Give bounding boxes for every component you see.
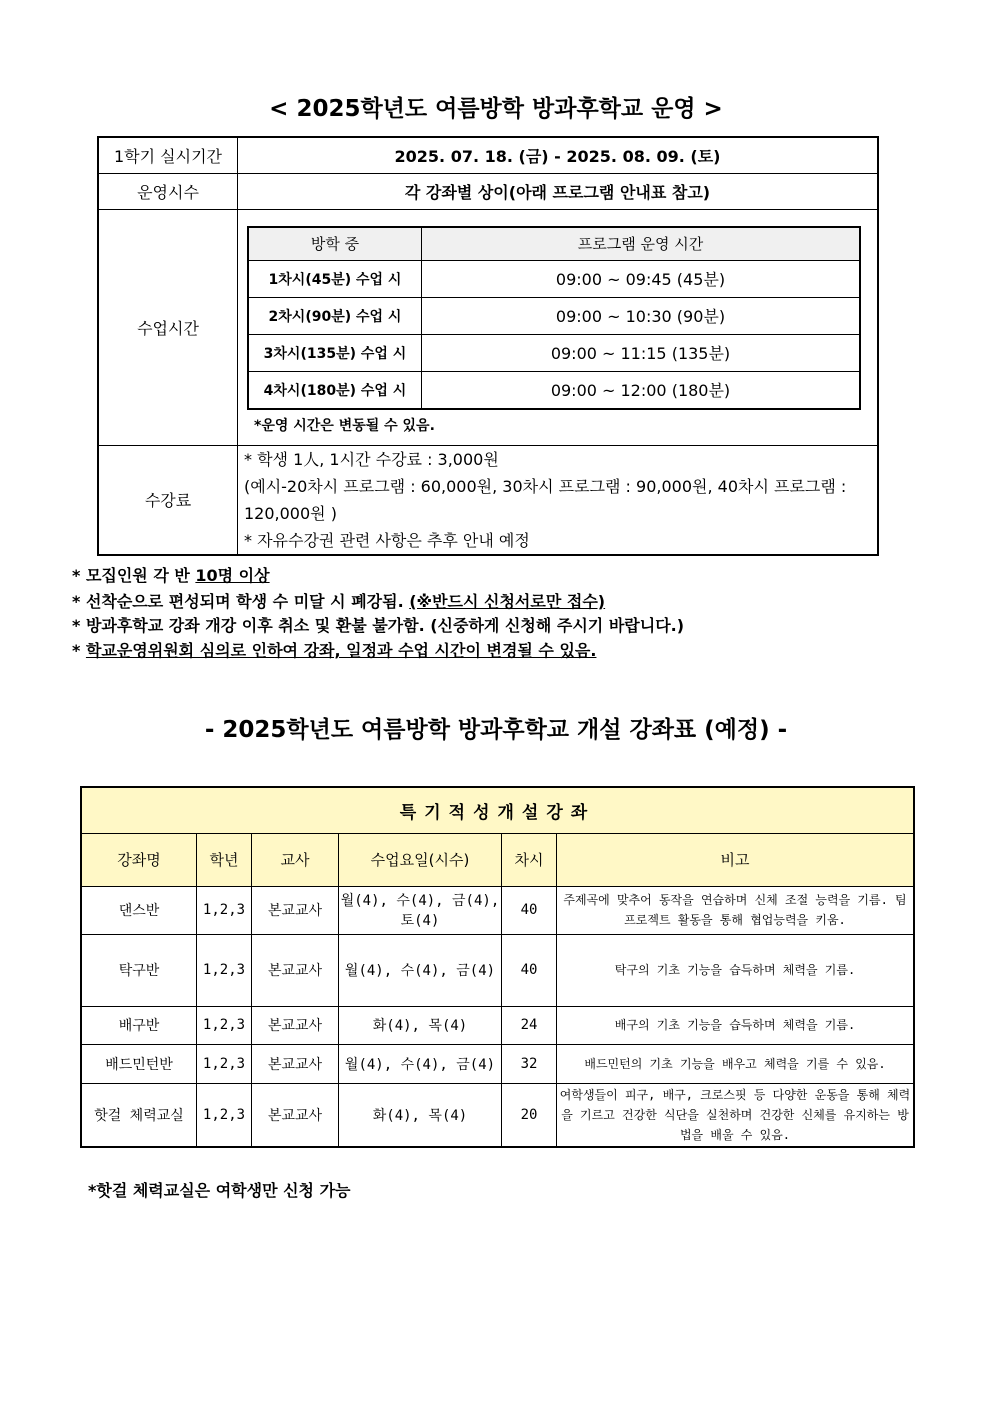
course-table <box>80 786 915 1148</box>
table-row <box>248 297 860 334</box>
course-days: 월(4), 수(4), 금(4) <box>339 1044 502 1083</box>
fee-line: * 자유수강권 관련 사항은 추후 안내 예정 <box>244 530 530 550</box>
course-teacher: 본교교사 <box>252 1044 339 1083</box>
course-name: 배구반 <box>81 1006 197 1044</box>
notice-2 <box>72 589 605 612</box>
course-days: 월(4), 수(4), 금(4) <box>339 934 502 1006</box>
session-label: 3차시(135분) 수업 시 <box>248 334 422 371</box>
class-time-cell <box>238 209 879 445</box>
time-header-vacation: 방학 중 <box>248 227 422 261</box>
hours-label: 운영시수 <box>98 173 238 209</box>
course-days: 화(4), 목(4) <box>339 1083 502 1147</box>
header-days: 수업요일(시수) <box>339 833 502 886</box>
notice-text: * <box>72 641 86 660</box>
course-teacher: 본교교사 <box>252 934 339 1006</box>
fee-line: * 학생 1人, 1시간 수강료 : 3,000원 <box>244 449 499 469</box>
course-name: 핫걸 체력교실 <box>81 1083 197 1147</box>
course-sessions: 20 <box>502 1083 557 1147</box>
notice-underline: (※반드시 신청서로만 접수) <box>409 592 606 611</box>
course-name: 댄스반 <box>81 886 197 934</box>
session-time: 09:00 ~ 12:00 (180분) <box>422 371 861 409</box>
session-label: 1차시(45분) 수업 시 <box>248 260 422 297</box>
table-row <box>81 1044 914 1083</box>
fee-line: (예시-20차시 프로그램 : 60,000원, 30차시 프로그램 : 90,000원, 40차시 프로그램 : 120,000원 ) <box>244 476 847 523</box>
header-grade: 학년 <box>197 833 252 886</box>
course-sessions: 32 <box>502 1044 557 1083</box>
operation-info-table <box>97 136 879 556</box>
notice-1 <box>72 563 270 586</box>
course-grade: 1,2,3 <box>197 934 252 1006</box>
course-teacher: 본교교사 <box>252 886 339 934</box>
class-time-table <box>247 226 861 410</box>
notice-4 <box>72 638 596 661</box>
notice-3: * 방과후학교 강좌 개강 이후 취소 및 환불 불가함. (신중하게 신청해 주시기 바랍니다.) <box>72 616 685 635</box>
course-grade: 1,2,3 <box>197 886 252 934</box>
table-row <box>81 886 914 934</box>
course-name: 배드민턴반 <box>81 1044 197 1083</box>
session-label: 2차시(90분) 수업 시 <box>248 297 422 334</box>
period-value: 2025. 07. 18. (금) - 2025. 08. 09. (토) <box>238 137 879 173</box>
session-time: 09:00 ~ 09:45 (45분) <box>422 260 861 297</box>
course-remarks: 배구의 기초 기능을 습득하며 체력을 기름. <box>557 1006 915 1044</box>
course-banner: 특기적성개설강좌 <box>81 787 914 833</box>
table-row <box>81 934 914 1006</box>
course-days: 화(4), 목(4) <box>339 1006 502 1044</box>
notice-text: * 모집인원 각 반 <box>72 566 196 585</box>
course-teacher: 본교교사 <box>252 1006 339 1044</box>
course-name: 탁구반 <box>81 934 197 1006</box>
notice-text: * 선착순으로 편성되며 학생 수 미달 시 폐강됨. <box>72 592 410 611</box>
time-header-program: 프로그램 운영 시간 <box>422 227 861 261</box>
session-time: 09:00 ~ 10:30 (90분) <box>422 297 861 334</box>
table-row <box>248 334 860 371</box>
course-remarks: 배드민턴의 기초 기능을 배우고 체력을 기를 수 있음. <box>557 1044 915 1083</box>
table-row <box>81 1083 914 1147</box>
fee-label: 수강료 <box>98 445 238 555</box>
course-grade: 1,2,3 <box>197 1083 252 1147</box>
class-time-label: 수업시간 <box>98 209 238 445</box>
session-label: 4차시(180분) 수업 시 <box>248 371 422 409</box>
course-remarks: 여학생들이 피구, 배구, 크로스핏 등 다양한 운동을 통해 체력을 기르고 건강한 식단을 실천하며 건강한 신체를 유지하는 방법을 배울 수 있음. <box>557 1083 915 1147</box>
course-sessions: 40 <box>502 934 557 1006</box>
session-time: 09:00 ~ 11:15 (135분) <box>422 334 861 371</box>
page-title: < 2025학년도 여름방학 방과후학교 운영 > <box>269 96 723 122</box>
table-row <box>248 371 860 409</box>
table-row <box>248 260 860 297</box>
course-grade: 1,2,3 <box>197 1044 252 1083</box>
header-sessions: 차시 <box>502 833 557 886</box>
course-teacher: 본교교사 <box>252 1083 339 1147</box>
course-grade: 1,2,3 <box>197 1006 252 1044</box>
course-table-title: - 2025학년도 여름방학 방과후학교 개설 강좌표 (예정) - <box>204 717 788 743</box>
notice-underline: 학교운영위원회 심의로 인하여 강좌, 일정과 수업 시간이 변경될 수 있음. <box>85 641 597 660</box>
footnote: *핫걸 체력교실은 여학생만 신청 가능 <box>88 1181 351 1200</box>
hours-value: 각 강좌별 상이(아래 프로그램 안내표 참고) <box>238 173 879 209</box>
period-label: 1학기 실시기간 <box>98 137 238 173</box>
notice-underline: 10명 이상 <box>195 566 270 585</box>
header-course: 강좌명 <box>81 833 197 886</box>
header-teacher: 교사 <box>252 833 339 886</box>
course-remarks: 주제곡에 맞추어 동작을 연습하며 신체 조절 능력을 기름. 팀프로젝트 활동을 통해 협업능력을 키움. <box>557 886 915 934</box>
fee-cell <box>238 445 879 555</box>
course-sessions: 24 <box>502 1006 557 1044</box>
course-remarks: 탁구의 기초 기능을 습득하며 체력을 기름. <box>557 934 915 1006</box>
table-row <box>81 1006 914 1044</box>
header-remarks: 비고 <box>557 833 915 886</box>
time-note: *운영 시간은 변동될 수 있음. <box>254 417 435 434</box>
course-days: 월(4), 수(4), 금(4), 토(4) <box>339 886 502 934</box>
course-sessions: 40 <box>502 886 557 934</box>
